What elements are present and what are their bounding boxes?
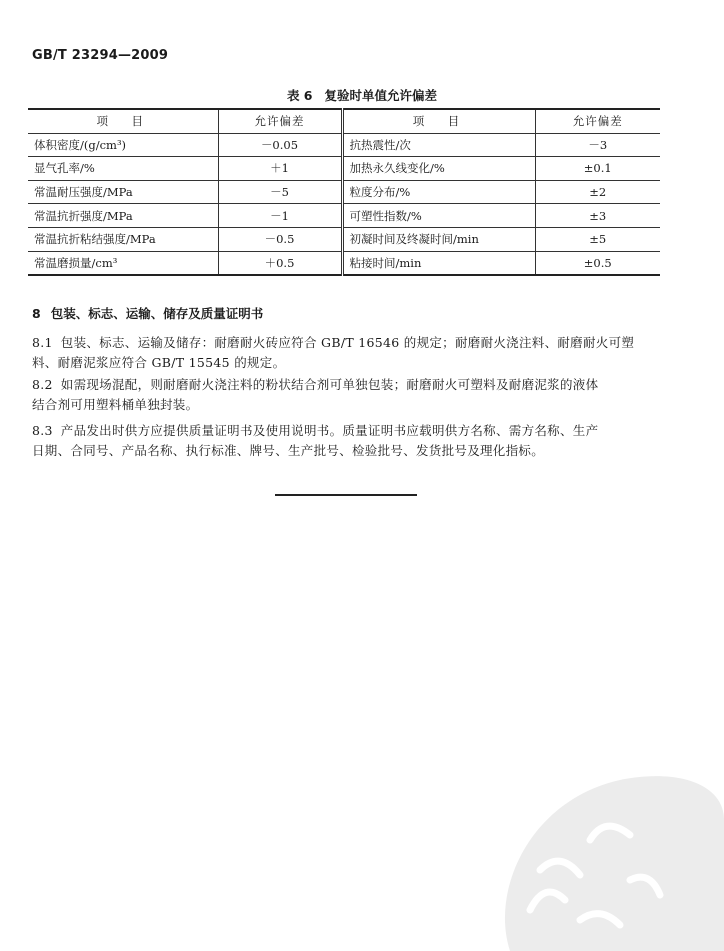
table-number: 表 6	[286, 88, 313, 103]
item-cell: 粘接时间/min	[342, 251, 535, 275]
table-row	[28, 180, 660, 204]
col-header-deviation-left: 允许偏差	[218, 109, 342, 133]
clause-text: 如需现场混配，则耐磨耐火浇注料的粉状结合剂可单独包装；耐磨耐火可塑料及耐磨泥浆的液体	[60, 377, 599, 392]
clause-text: 包装、标志、运输及储存：耐磨耐火砖应符合 GB/T 16546 的规定；耐磨耐火浇注料、耐磨耐火可塑	[60, 335, 635, 350]
table-row	[28, 133, 660, 157]
clause-8-3	[32, 421, 692, 461]
deviation-cell: －0.05	[218, 133, 342, 157]
clause-line: 结合剂可用塑料桶单独封装。	[32, 397, 199, 412]
table-title	[0, 86, 724, 104]
clause-line	[32, 421, 692, 441]
table-row	[28, 157, 660, 181]
section-number: 8	[32, 306, 41, 321]
deviation-cell: ±3	[535, 204, 660, 228]
deviation-cell: ＋1	[218, 157, 342, 181]
clause-line	[32, 333, 692, 353]
section-title: 包装、标志、运输、储存及质量证明书	[50, 306, 264, 321]
standard-number: GB/T 23294—2009	[32, 48, 169, 63]
col-header-deviation-right: 允许偏差	[535, 109, 660, 133]
allowable-deviation-table	[28, 108, 660, 276]
deviation-cell: ±5	[535, 227, 660, 251]
item-cell: 初凝时间及终凝时间/min	[342, 227, 535, 251]
end-rule	[275, 494, 417, 496]
item-cell: 常温抗折粘结强度/MPa	[28, 227, 218, 251]
table-row	[28, 227, 660, 251]
clause-8-2	[32, 375, 692, 415]
watermark-seal-icon	[470, 740, 724, 951]
item-cell: 抗热震性/次	[342, 133, 535, 157]
item-cell: 常温磨损量/cm³	[28, 251, 218, 275]
item-cell: 加热永久线变化/%	[342, 157, 535, 181]
item-cell: 可塑性指数/%	[342, 204, 535, 228]
deviation-cell: －5	[218, 180, 342, 204]
clause-number: 8.3	[32, 423, 53, 438]
clause-number: 8.2	[32, 377, 53, 392]
item-cell: 显气孔率/%	[28, 157, 218, 181]
item-cell: 常温耐压强度/MPa	[28, 180, 218, 204]
table-caption: 复验时单值允许偏差	[324, 88, 438, 103]
clause-line	[32, 375, 692, 395]
clause-8-1	[32, 333, 692, 373]
item-cell: 常温抗折强度/MPa	[28, 204, 218, 228]
clause-text: 产品发出时供方应提供质量证明书及使用说明书。质量证明书应载明供方名称、需方名称、生产	[60, 423, 599, 438]
item-cell: 粒度分布/%	[342, 180, 535, 204]
deviation-cell: －0.5	[218, 227, 342, 251]
deviation-cell: －1	[218, 204, 342, 228]
table-header-row	[28, 109, 660, 133]
col-header-item-right: 项 目	[342, 109, 535, 133]
table-row	[28, 204, 660, 228]
deviation-cell: －3	[535, 133, 660, 157]
deviation-cell: ±0.5	[535, 251, 660, 275]
deviation-cell: ＋0.5	[218, 251, 342, 275]
clause-line: 料、耐磨泥浆应符合 GB/T 15545 的规定。	[32, 355, 286, 370]
item-cell: 体积密度/(g/cm³)	[28, 133, 218, 157]
deviation-cell: ±0.1	[535, 157, 660, 181]
deviation-cell: ±2	[535, 180, 660, 204]
clause-number: 8.1	[32, 335, 53, 350]
section-heading	[32, 304, 263, 322]
table-row	[28, 251, 660, 275]
clause-line: 日期、合同号、产品名称、执行标准、牌号、生产批号、检验批号、发货批号及理化指标。	[32, 443, 545, 458]
col-header-item-left: 项 目	[28, 109, 218, 133]
